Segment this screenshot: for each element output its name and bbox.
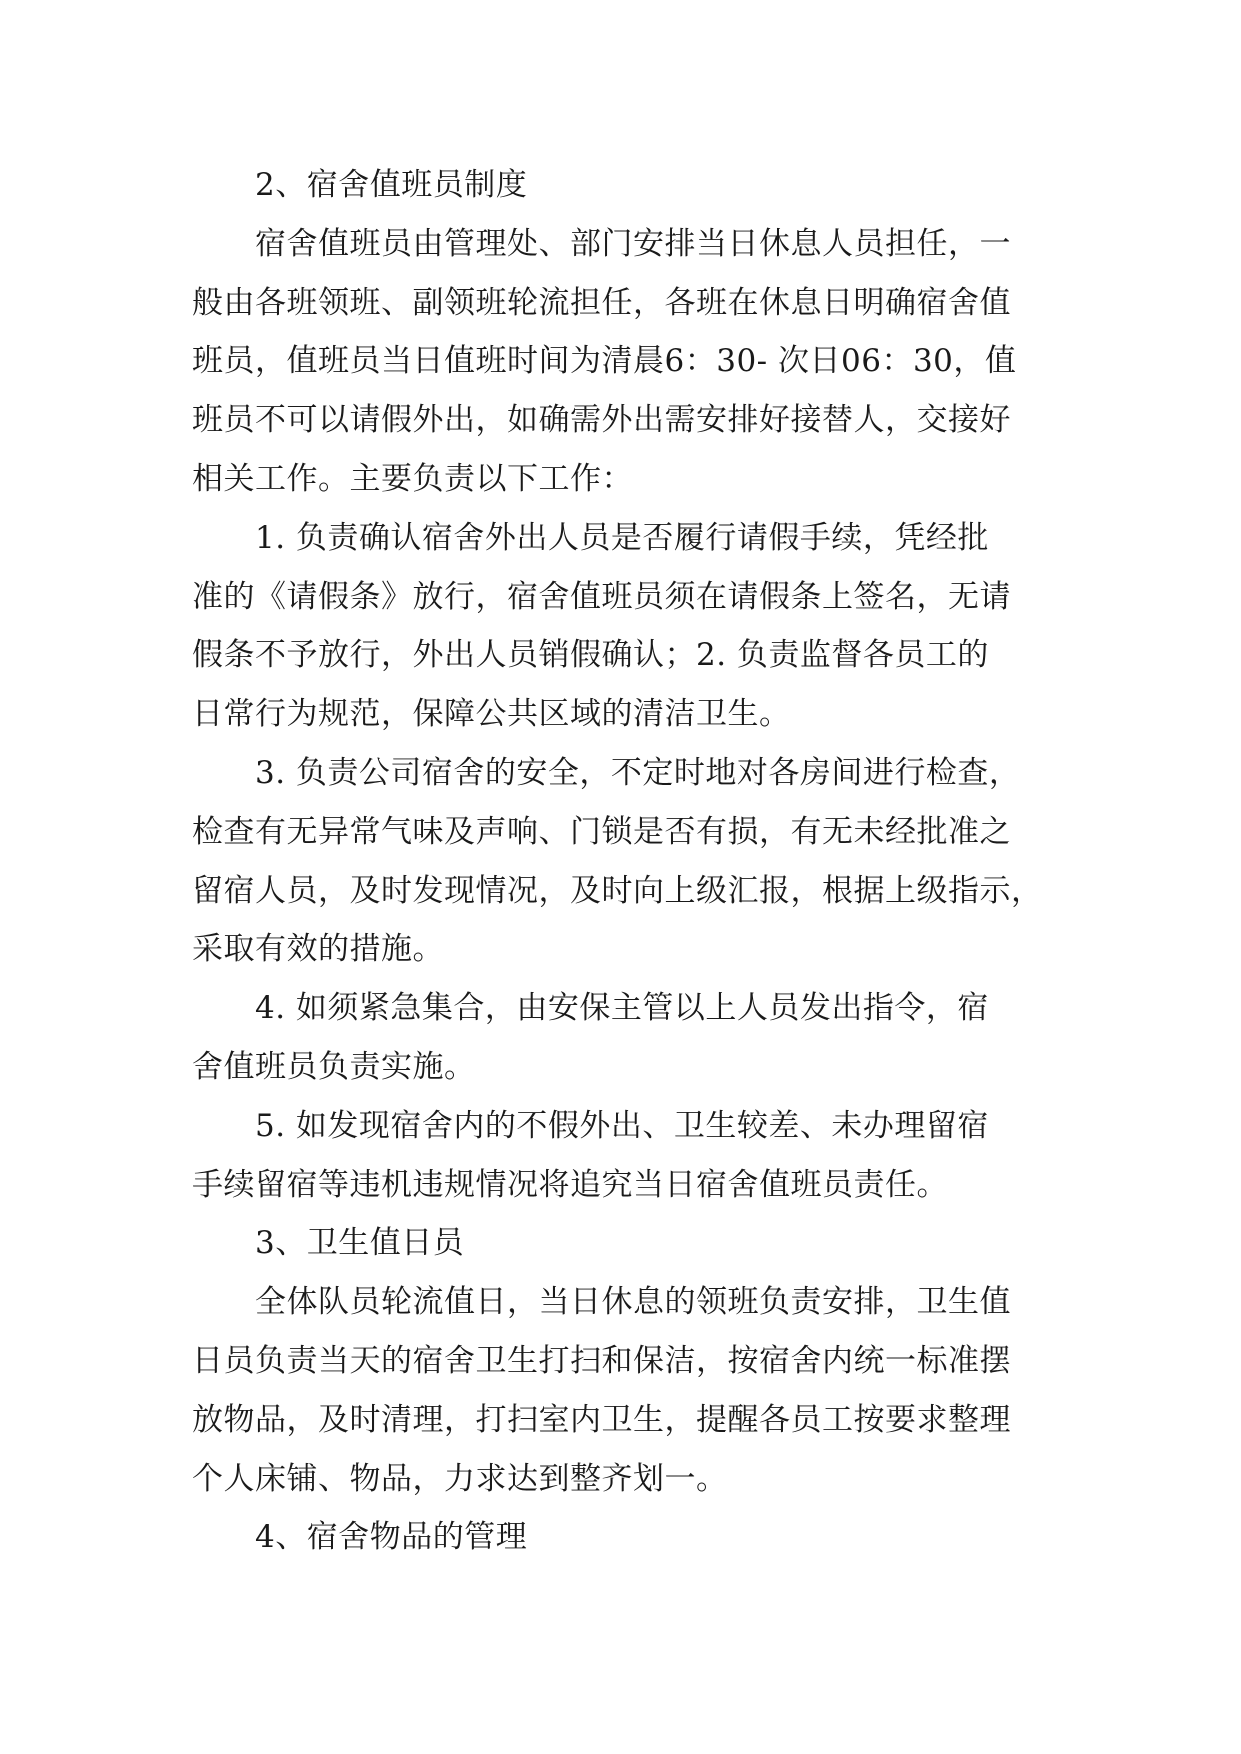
text-line: 假条不予放行，外出人员销假确认；2. 负责监督各员工的 <box>192 637 989 674</box>
text-line: 班员，值班员当日值班时间为清晨6：30- 次日06：30，值 <box>192 343 1017 380</box>
text-line: 放物品，及时清理，打扫室内卫生，提醒各员工按要求整理 <box>192 1401 1011 1438</box>
text-line: 班员不可以请假外出，如确需外出需安排好接替人，交接好 <box>192 402 1011 439</box>
text-line: 相关工作。主要负责以下工作： <box>192 460 633 497</box>
text-line: 1. 负责确认宿舍外出人员是否履行请假手续，凭经批 <box>255 519 989 556</box>
text-line: 留宿人员，及时发现情况，及时向上级汇报，根据上级指示， <box>192 872 1043 909</box>
text-line: 日员负责当天的宿舍卫生打扫和保洁，按宿舍内统一标准摆 <box>192 1342 1011 1379</box>
text-line: 4. 如须紧急集合，由安保主管以上人员发出指令，宿 <box>255 990 989 1027</box>
text-line: 全体队员轮流值日，当日休息的领班负责安排，卫生值 <box>255 1284 1011 1321</box>
text-line: 3、卫生值日员 <box>255 1225 465 1262</box>
text-line: 检查有无异常气味及声响、门锁是否有损，有无未经批准之 <box>192 813 1011 850</box>
text-line: 4、宿舍物品的管理 <box>255 1519 528 1556</box>
text-line: 采取有效的措施。 <box>192 931 444 968</box>
text-line: 个人床铺、物品，力求达到整齐划一。 <box>192 1460 728 1497</box>
text-line: 2、宿舍值班员制度 <box>255 167 528 203</box>
text-line: 宿舍值班员由管理处、部门安排当日休息人员担任，一 <box>255 225 1011 262</box>
text-line: 手续留宿等违机违规情况将追究当日宿舍值班员责任。 <box>192 1166 948 1203</box>
text-line: 舍值班员负责实施。 <box>192 1048 476 1085</box>
text-line: 3. 负责公司宿舍的安全，不定时地对各房间进行检查， <box>255 754 1021 791</box>
text-line: 准的《请假条》放行，宿舍值班员须在请假条上签名，无请 <box>192 578 1011 615</box>
text-line: 日常行为规范，保障公共区域的清洁卫生。 <box>192 696 791 733</box>
text-line: 般由各班领班、副领班轮流担任，各班在休息日明确宿舍值 <box>192 284 1011 321</box>
text-line: 5. 如发现宿舍内的不假外出、卫生较差、未办理留宿 <box>255 1107 989 1144</box>
document-body <box>192 156 1062 1567</box>
